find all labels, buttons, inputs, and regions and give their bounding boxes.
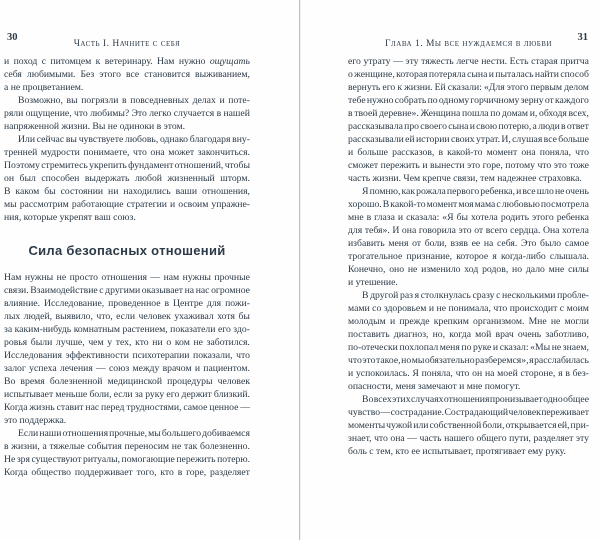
text-line: и поход с питомцем к ветеринару. Нам нужно ощущать bbox=[4, 56, 250, 67]
running-head-left: Часть I. Начните с себя bbox=[73, 39, 181, 49]
text-line: его утрату — эту тяжесть легче нести. Есть старая притча bbox=[348, 56, 589, 67]
book-page-right bbox=[300, 0, 600, 540]
text-line: Исследования эффективности психотерапии показали, что bbox=[4, 350, 250, 361]
text-line: тренней мудрости понимаете, что она может закончиться. bbox=[4, 147, 250, 158]
spine-divider bbox=[299, 0, 300, 540]
section-heading: Сила безопасных отношений bbox=[28, 243, 226, 258]
text-line: моменты чужой или собственной боли, открывается ей, при- bbox=[348, 420, 589, 431]
text-line: ряли ощущение, что любимы? Это легко случается в нашей bbox=[4, 108, 250, 119]
text-line: В каком бы состоянии ни находились ваши отношения, bbox=[4, 186, 250, 197]
text-line: в жизни, а тяжелые события переносим не так болезненно. bbox=[4, 441, 250, 452]
page-body-left bbox=[4, 56, 250, 480]
text-line: о женщине, которая потеряла сына и пыталась найти способ bbox=[348, 69, 589, 80]
text-line: Конечно, оно не изменило ход родов, но дало мне силы bbox=[348, 264, 589, 275]
text-line: В другой раз я столкнулась сразу с несколькими пробле- bbox=[362, 290, 589, 301]
text-line: и успокоилась. Я поняла, что он на моей стороне, я в без- bbox=[348, 368, 589, 379]
text-line: себя любимыми. Без этого все становится выживанием, bbox=[4, 69, 250, 80]
text-line: тебе нужно собрать по одному горчичному зерну от каждого bbox=[348, 95, 589, 106]
text-line: опасности, меня замечают и мне помогут. bbox=[348, 381, 521, 392]
text-line: Когда жизнь ставит нас перед трудностями, самое ценное — bbox=[4, 402, 250, 413]
page-number-left: 30 bbox=[7, 32, 18, 43]
text-line: сможет пережить и вынести это горе, потому что это тоже bbox=[348, 160, 589, 171]
text-line: трогательное признание, которое я когда-либо слышала. bbox=[348, 251, 589, 262]
text-line: рассказывала про своего сына и свою потерю, а люди в ответ bbox=[348, 121, 589, 132]
text-line: лых людей, выявило, что, если человек ухаживал хотя бы bbox=[4, 311, 250, 322]
page-header-right bbox=[348, 32, 589, 49]
text-line: Поэтому стремитесь укрепить фундамент отношений, чтобы bbox=[4, 160, 250, 171]
text-line: и больше рассказов, в какой-то момент она поняла, что bbox=[348, 147, 589, 158]
text-line: мы рассмотрим работающие стратегии и освоим упражне- bbox=[4, 199, 250, 210]
text-line: молодым и прежде крепким организмом. Мне не могли bbox=[348, 316, 589, 327]
text-line: мами со здоровьем и не понимала, что происходит с моим bbox=[348, 303, 589, 314]
text-line: ния, которые укрепят ваш союз. bbox=[4, 212, 136, 223]
text-line: ровья были лучше, чем у тех, кто ни о ком не заботился. bbox=[4, 337, 250, 348]
text-line: испытывает меньше боли, если за руку его держит близкий. bbox=[4, 389, 250, 400]
text-line: и утешение. bbox=[348, 277, 398, 288]
text-line: напряженной жизни. Вы не одиноки в этом. bbox=[4, 121, 186, 132]
text-line: он был способен выдержать любой жизненный шторм. bbox=[4, 173, 250, 184]
page-number-right: 31 bbox=[577, 32, 588, 43]
text-line: вернуть его к жизни. Ей сказали: «Для этого первым делом bbox=[348, 82, 589, 93]
text-line: избавить меня от боли, взяв ее на себя. Это было самое bbox=[348, 238, 589, 249]
text-line: часть жизни. Чем крепче связи, тем надежнее страховка. bbox=[348, 173, 582, 184]
text-line: а не процветанием. bbox=[4, 82, 84, 93]
text-line: Когда общество поддерживает того, кто в горе, разделяет bbox=[4, 467, 250, 478]
page-header-left bbox=[4, 32, 250, 49]
text-line: чувство — сострадание. Сострадающий человек переживает bbox=[348, 407, 589, 418]
text-line: Или сейчас вы чувствуете любовь, однако благодаря вну- bbox=[18, 134, 250, 145]
text-line: боль с тем, кто ее испытывает, протягивает ему руку. bbox=[348, 446, 566, 457]
text-line: поставить диагноз, но, когда мой врач очень заботливо, bbox=[348, 329, 589, 340]
text-line: мне в глаза и сказала: «Я бы хотела родить этого ребенка bbox=[348, 212, 589, 223]
page-body-right bbox=[348, 56, 589, 459]
text-line: рассказывали ей истории своих утрат. И, слушая все больше bbox=[348, 134, 589, 145]
running-head-right: Глава 1. Мы все нуждаемся в любви bbox=[385, 39, 552, 49]
text-line: это поддержка. bbox=[4, 415, 67, 426]
text-line: по-отечески похлопал меня по руке и сказал: «Мы не знаем, bbox=[348, 342, 589, 353]
text-line: Если наши отношения прочные, мы большего добиваемся bbox=[18, 428, 250, 439]
text-line: Не зря существуют ритуалы, помогающие пережить потерю. bbox=[4, 454, 250, 465]
text-line: залог успеха лечения — союз между врачом и пациентом. bbox=[4, 363, 250, 374]
text-line: что это такое, но мы обязательно разберемся», я расслабилась bbox=[348, 355, 589, 366]
text-line: хорошо. В какой-то момент моя мама с любовью посмотрела bbox=[348, 199, 589, 210]
text-line: Я помню, как рожала первого ребенка, и все шло не очень bbox=[362, 186, 589, 197]
text-line: для тебя». И она говорила это от всего сердца. Она хотела bbox=[348, 225, 589, 236]
text-line: за каким-нибудь комнатным растением, показатели его здо- bbox=[4, 324, 250, 335]
text-line: знает, что она — часть нашего общего пути, разделяет эту bbox=[348, 433, 589, 444]
text-line: влияние. Исследование, проведенное в Центре для пожи- bbox=[4, 298, 250, 309]
text-line: в твоей деревне». Женщина пошла по домам и, обходя всех, bbox=[348, 108, 589, 119]
text-line: Нам нужны не просто отношения — нам нужны прочные bbox=[4, 272, 250, 283]
text-line: Во всех этих случаях отношения пронизывает одно общее bbox=[362, 394, 589, 405]
text-line: Возможно, вы погрязли в повседневных делах и поте- bbox=[18, 95, 250, 106]
text-line: Во время болезненной медицинской процедуры человек bbox=[4, 376, 250, 387]
text-line: связи. Взаимодействие с другими оказывает на нас огромное bbox=[4, 285, 250, 296]
